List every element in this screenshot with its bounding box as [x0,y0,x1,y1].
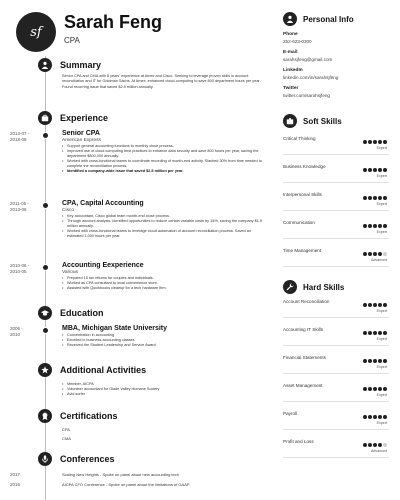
rating-dot [378,359,382,363]
candidate-role: CPA [64,36,80,45]
skill-name: Account Reconciliation [283,299,330,304]
section-title-education: Education [60,308,104,318]
phone-label: Phone [283,32,298,37]
rating-dot [368,168,372,172]
rating-dot [378,168,382,172]
bullet-list [62,214,266,239]
job-title: Accounting Eexperience [62,262,144,269]
bullet-item: • Avid surfer [62,392,266,397]
skill-rating [363,140,387,144]
skill-name: Accounting IT Skills [283,327,324,332]
skill-rating [363,303,387,307]
bullet-list [62,144,266,174]
section-title-activities: Additional Activities [60,365,147,375]
summary-section-header [38,58,101,72]
date-text: 2011-05 - 2013-06 [10,201,29,212]
summary-text: Senior CPA and CMA with 8 years' experience at Amex and Cisco. Seeking to leverage proven skills in account reconciliation and IT for Goldman Sachs. At Amex, enhanced cloud-computing to save 800 department hours per year. Found recurring issue that saved $2.5 million annually. [62,74,261,89]
phone-value: 252-623-0300 [283,39,312,44]
star-icon [38,363,52,377]
experience-section-header [38,111,108,125]
skill-row [283,383,387,397]
skill-row [283,411,387,425]
main-column [0,56,270,500]
skill-level-label: Expert [376,146,387,150]
education-date [10,326,40,338]
rating-dot [373,415,377,419]
skill-divider [283,429,389,430]
rating-dot [378,196,382,200]
puzzle-icon [283,114,297,128]
section-title-certifications: Certifications [60,411,118,421]
linkedin-label: LinkedIn [283,68,303,73]
email-label: E-mail [283,50,298,55]
rating-dot [363,196,367,200]
bullet-item: • Key accountant, Cisco global team month-end close process. [62,214,266,219]
rating-dot [383,224,387,228]
bullet-list [62,382,266,397]
conference-year: 2016 [10,482,21,487]
skill-divider [283,317,389,318]
skill-name: Interpersonal Skills [283,192,322,197]
section-title-experience: Experience [60,113,109,123]
rating-dot [363,303,367,307]
section-title-personal-info: Personal Info [303,14,354,24]
rating-dot [368,140,372,144]
rating-dot [373,168,377,172]
activities-block [62,381,266,397]
skill-level-label: Expert [376,421,387,425]
rating-dot [368,359,372,363]
rating-dot [378,252,382,256]
section-title-hard-skills: Hard Skills [303,282,345,292]
person-icon [38,58,52,72]
skill-name: Profit and Loss [283,439,314,444]
timeline-dot [42,327,49,334]
monogram-initials: sf [30,24,42,40]
skill-divider [283,373,389,374]
skill-row [283,299,387,313]
date-text: 2013-07 - 2018-08 [10,131,30,142]
twitter-label: Twitter [283,86,299,91]
rating-dot [363,168,367,172]
experience-entry [62,200,266,239]
rating-dot [378,140,382,144]
skill-divider [283,238,389,239]
rating-dot [373,140,377,144]
rating-dot [378,443,382,447]
summary-block [62,74,266,90]
section-title-conferences: Conferences [60,454,115,464]
certification-item: CMA [62,436,71,441]
bullet-item: • Assisted with Quickbooks cleanup for a tech hardware firm. [62,286,266,291]
certification-item: CPA [62,427,70,432]
rating-dot [373,359,377,363]
conference-text: Scaling New Heights - Spoke on panel about new accounting tech [62,472,179,477]
skill-level-label: Expert [376,230,387,234]
rating-dot [363,252,367,256]
skill-row [283,164,387,178]
rating-dot [368,387,372,391]
rating-dot [373,196,377,200]
rating-dot [383,252,387,256]
rating-dot [368,415,372,419]
skill-row [283,136,387,150]
rating-dot [368,303,372,307]
rating-dot [383,415,387,419]
degree-title: MBA, Michigan State University [62,325,168,332]
personal-info-header [283,12,354,26]
rating-dot [363,415,367,419]
rating-dot [378,387,382,391]
bullet-item: • Support general accounting functions to monthly close process. [62,144,266,149]
bullet-item: • Volunteer accountant for Glade Valley Humane Society [62,387,266,392]
timeline-dot [42,264,49,271]
rating-dot [378,331,382,335]
bullet-list [62,276,266,291]
conference-text: AICPA CFO Conference - Spoke on panel about the limitations of GAAP [62,482,190,487]
rating-dot [383,140,387,144]
rating-dot [368,331,372,335]
sidebar-column [283,10,395,500]
bullet-item: • Received the Student Leadership and Service Award [62,343,266,348]
skill-divider [283,210,389,211]
company-name: Various [62,270,78,275]
microphone-icon [38,452,52,466]
skill-row [283,327,387,341]
date-text: 2006 - 2010 [10,326,23,337]
skill-row [283,355,387,369]
briefcase-icon [38,111,52,125]
conference-year: 2017 [10,472,21,477]
certifications-section-header [38,409,118,423]
hard-skills-header [283,280,344,294]
rating-dot [368,196,372,200]
timeline-dot [42,202,49,209]
certifications-block [62,427,266,442]
rating-dot [368,224,372,228]
skill-rating [363,443,387,447]
graduation-cap-icon [38,306,52,320]
rating-dot [363,331,367,335]
rating-dot [363,140,367,144]
rating-dot [383,331,387,335]
monogram-logo [16,12,56,52]
education-entry [62,325,266,348]
rating-dot [383,359,387,363]
rating-dot [373,252,377,256]
skill-rating [363,252,387,256]
experience-date [10,263,40,275]
skill-divider [283,182,389,183]
experience-date [10,131,40,143]
rating-dot [368,252,372,256]
wrench-icon [283,280,297,294]
rating-dot [373,443,377,447]
rating-dot [383,168,387,172]
skill-level-label: Expert [376,309,387,313]
rating-dot [383,443,387,447]
skill-row [283,439,387,453]
soft-skills-header [283,114,342,128]
conference-item [62,472,266,478]
skill-rating [363,224,387,228]
section-title-soft-skills: Soft Skills [303,116,342,126]
skill-row [283,192,387,206]
skill-level-label: Expert [376,202,387,206]
skill-divider [283,154,389,155]
skill-name: Asset Management [283,383,323,388]
skill-name: Payroll [283,411,298,416]
skill-rating [363,331,387,335]
rating-dot [383,387,387,391]
skill-divider [283,266,389,267]
education-section-header [38,306,104,320]
skill-rating [363,196,387,200]
person-icon [283,12,297,26]
experience-entry [62,262,266,291]
rating-dot [363,443,367,447]
rating-dot [363,359,367,363]
skill-name: Critical Thinking [283,136,316,141]
section-title-summary: Summary [60,60,102,70]
bullet-item: • Excelled in business accounting classes [62,338,266,343]
skill-level-label: Expert [376,365,387,369]
skill-name: Business Knowledge [283,164,326,169]
skill-level-label: Expert [376,393,387,397]
bullet-item: • Worked as CPA consultant to local convenience store. [62,281,266,286]
certificate-icon [38,409,52,423]
bullet-item: • Improved use of cloud computing best practices to enhance data security and save 800 hours per year, saving the department $800,000 annually. [62,149,266,159]
bullet-item: • Concentration in accounting [62,333,266,338]
skill-name: Communication [283,220,315,225]
company-name: Cisco [62,208,74,213]
rating-dot [383,196,387,200]
skill-divider [283,345,389,346]
skill-divider [283,457,389,458]
date-text: 2010-06 - 2010-05 [10,263,30,274]
activities-section-header [38,363,146,377]
experience-entry [62,130,266,174]
rating-dot [383,303,387,307]
rating-dot [368,443,372,447]
skill-rating [363,359,387,363]
rating-dot [373,303,377,307]
linkedin-value[interactable]: linkedin.com/in/sarahsjfeng [283,75,339,80]
rating-dot [373,331,377,335]
skill-divider [283,401,389,402]
bullet-item: • Prepared 15 tax returns for couples and individuals. [62,276,266,281]
rating-dot [378,415,382,419]
skill-rating [363,387,387,391]
conferences-section-header [38,452,115,466]
job-title: Senior CPA [62,130,100,137]
rating-dot [378,303,382,307]
twitter-value[interactable]: twitter.com/sarahsjfeng [283,93,330,98]
skill-level-label: Advanced [371,258,387,262]
conference-item [62,482,266,488]
skill-name: Financial Statements [283,355,326,360]
bullet-item: • Identified a company-wide issue that saved $2.5 million per year. [62,169,266,174]
bullet-item: • Worked with cross-functional teams to coordinate recording of month-end activity. Slashed 30% from time needed to complete the reconciliation process. [62,159,266,169]
bullet-item: • Through account analysis, identified opportunities to reduce certain variable costs by 15%, saving the company $1.5 million annually. [62,219,266,229]
bullet-item: • Worked with cross-functional teams to leverage cloud automation of account reconciliation process. Saved an estimated 1,000 hours per year. [62,229,266,239]
experience-date [10,201,40,213]
skill-level-label: Expert [376,174,387,178]
bullet-item: • Member, AICPA [62,382,266,387]
rating-dot [373,387,377,391]
skill-name: Time Management [283,248,322,253]
skill-level-label: Expert [376,337,387,341]
rating-dot [363,387,367,391]
timeline-dot [42,132,49,139]
skill-rating [363,168,387,172]
skill-rating [363,415,387,419]
bullet-list [62,333,266,348]
skill-level-label: Advanced [371,449,387,453]
rating-dot [363,224,367,228]
rating-dot [378,224,382,228]
candidate-name: Sarah Feng [64,12,163,32]
job-title: CPA, Capital Accounting [62,200,144,207]
skill-row [283,248,387,262]
rating-dot [373,224,377,228]
skill-row [283,220,387,234]
email-value[interactable]: sarahsjfeng@gmail.com [283,57,333,62]
company-name: American Express [62,138,101,143]
